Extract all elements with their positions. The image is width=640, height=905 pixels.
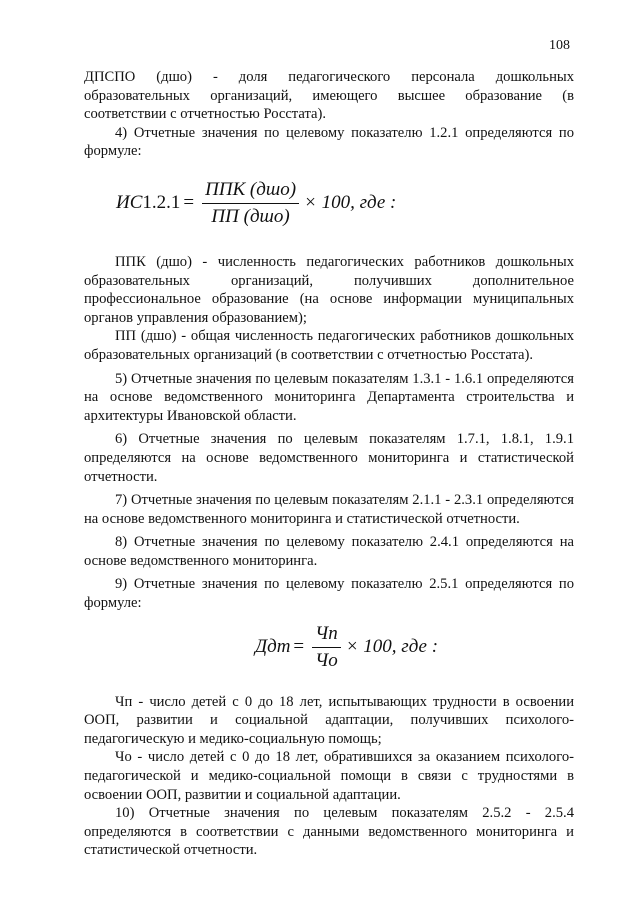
paragraph-ppk-definition: ППК (дшо) - численность педагогических работников дошкольных образовательных организаций, получивших дополнительное профессиональное образование (на основе информации муниципальных органов управления образованием); (84, 253, 574, 326)
paragraph-pp-definition: ПП (дшо) - общая численность педагогических работников дошкольных образовательных организаций (в соответствии с отчетностью Росстата). (84, 328, 574, 363)
document-body (84, 68, 574, 860)
formula2-tail: × 100, где : (345, 636, 439, 658)
formula-ddt (255, 623, 574, 672)
paragraph-cho-definition: Чо - число детей с 0 до 18 лет, обратившихся за оказанием психолого-педагогической и медико-социальной помощи в связи с трудностями в освоении ООП, развитии и социальной адаптации. (84, 749, 574, 803)
paragraph-item-8: 8) Отчетные значения по целевому показателю 2.4.1 определяются на основе ведомственного мониторинга. (84, 534, 574, 569)
paragraph-item-9: 9) Отчетные значения по целевому показателю 2.5.1 определяются по формуле: (84, 576, 574, 612)
paragraph-item-5: 5) Отчетные значения по целевым показателям 1.3.1 - 1.6.1 определяются на основе ведомственного мониторинга Департамента строительства и архитектуры Ивановской области. (84, 370, 574, 424)
paragraph-item-4: 4) Отчетные значения по целевому показателю 1.2.1 определяются по формуле: (84, 124, 574, 160)
page-number: 108 (549, 38, 570, 53)
formula1-lhs: ИС1.2.1 (116, 192, 181, 214)
formula2-fraction (312, 623, 341, 672)
formula2-numerator: Чп (312, 623, 341, 648)
formula1-equals: = (183, 192, 195, 214)
formula2-lhs: Ддт (255, 636, 291, 658)
formula1-tail: × 100, где : (304, 192, 397, 214)
paragraph-chp-definition: Чп - число детей с 0 до 18 лет, испытывающих трудности в освоении ООП, развитии и социальной адаптации, получивших психолого-педагогическую и медико-социальную помощь; (84, 693, 574, 747)
formula1-fraction (202, 179, 299, 228)
paragraph-item-6: 6) Отчетные значения по целевым показателям 1.7.1, 1.8.1, 1.9.1 определяются на основе ведомственного мониторинга и статистической отчетности. (84, 431, 574, 485)
formula2-equals: = (293, 636, 305, 658)
formula-is-1-2-1 (116, 179, 574, 228)
formula2-denominator: Чо (315, 649, 338, 671)
paragraph-item-7: 7) Отчетные значения по целевым показателям 2.1.1 - 2.3.1 определяются на основе ведомственного мониторинга и статистической отчетности. (84, 492, 574, 527)
formula1-denominator: ПП (дшо) (211, 205, 290, 227)
paragraph-item-10: 10) Отчетные значения по целевым показателям 2.5.2 - 2.5.4 определяются в соответствии с данными ведомственного мониторинга и статистической отчетности. (84, 805, 574, 859)
paragraph-dspo-definition: ДПСПО (дшо) - доля педагогического персонала дошкольных образовательных организаций, имеющего высшее образование (в соответствии с отчетностью Росстата). (84, 69, 574, 123)
formula1-numerator: ППК (дшо) (202, 179, 299, 204)
